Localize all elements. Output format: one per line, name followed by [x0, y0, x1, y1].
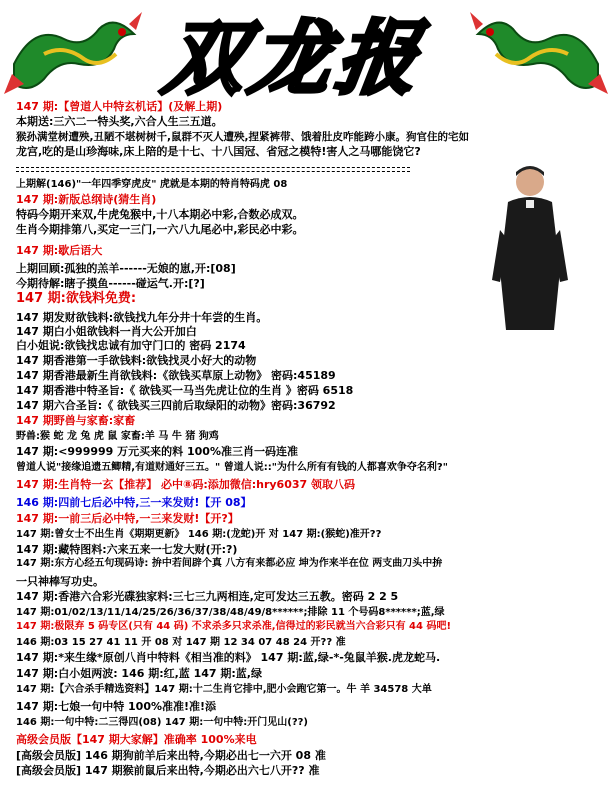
list-item: 147 期:一前三后必中特,一三来发财!【开?】: [16, 512, 239, 525]
list-item: 147 期:曾女士不出生肖《期期更新》 146 期:(龙蛇)开 对 147 期:(猴蛇)准开??: [16, 529, 382, 540]
list-item: 147 期:东方心经五句现码诗: 拚中若间辟个真 八方有来都必应 坤为作来半在位 两支曲刀头中拚: [16, 558, 443, 569]
list-item: 147 期:极限弃 5 码专区(只有 44 码) 不求杀多只求杀准,信得过的彩民就当六合彩只有 44 码吧!: [16, 621, 452, 632]
list-item: 生肖今期排第八,买定一三门,一六八九尾必中,彩民必中彩。: [16, 223, 304, 236]
list-item: [高级会员版] 146 期狗前羊后来出特,今期必出七一六开 08 准: [16, 749, 326, 762]
left-dragon-icon: [4, 4, 144, 99]
list-item: 147 期:歇后语大: [16, 244, 103, 257]
list-item: 146 期:03 15 27 41 11 开 08 对 147 期 12 34 07 48 24 开?? 准: [16, 637, 346, 648]
list-item: 今期待解:瞎子摸鱼------碰运气.开:[?]: [16, 277, 205, 290]
divider: [16, 171, 410, 172]
list-item: 147 期:藏特图料:六来五来一七发大财(开:?): [16, 543, 238, 556]
list-item: 147 期:新版总纲诗(猜生肖): [16, 193, 157, 206]
list-item: 146 期:一句中特:二三得四(08) 147 期:一句中特:开门见山(??): [16, 717, 308, 728]
header-line-4: 龙宫,吃的是山珍海味,床上陪的是十七、十八国冠、省冠之模特!害人之马哪能饶它?: [16, 145, 421, 158]
list-item: 147 期:七娘一句中特 100%准准!准!添: [16, 700, 217, 713]
list-item: 特码今期开来双,牛虎兔猴中,十八本期必中彩,合数必成双。: [16, 208, 304, 221]
list-item: 147 期野兽与家畜:家畜: [16, 414, 136, 427]
list-item: 147 期六合圣旨:《 欲钱买三四前后取绿阳的动物》密码:36792: [16, 399, 336, 412]
header-line-3: 猴孙满堂树遭殃,丑陋不堪树树千,鼠群不灭人遭殃,捏紧裤带、饿着肚皮咋能跨小康。狗官住的宅如: [16, 131, 469, 143]
list-item: 146 期:四前七后必中特,三一来发财!【开 08】: [16, 496, 252, 509]
list-item: 高级会员版【147 期大家解】准确率 100%来电: [16, 733, 257, 746]
last-period-answer: 上期解(146)"一年四季穿虎皮" 虎就是本期的特肖特码虎 08: [16, 179, 288, 190]
list-item: 147 期香港第一手欲钱料:欲钱找灵小好大的动物: [16, 354, 257, 367]
list-item: [高级会员版] 147 期猴前鼠后来出特,今期必出六七八开?? 准: [16, 764, 320, 777]
list-item: 147 期白小姐欲钱料一肖大公开加白: [16, 325, 197, 338]
list-item: 一只神棒写功史。: [16, 575, 104, 588]
person-image: [490, 160, 570, 335]
list-item: 147 期:白小姐两波: 146 期:红,蓝 147 期:蓝,绿: [16, 667, 262, 680]
list-item: 147 期香港中特圣旨:《 欲钱买一马当先虎让位的生肖 》密码 6518: [16, 384, 354, 397]
page-title: 双龙报: [158, 11, 430, 105]
divider: [16, 167, 410, 168]
list-item: 白小姐说:欲钱找忠诚有加守门口的 密码 2174: [16, 339, 246, 352]
list-item: 147 期香港最新生肖欲钱料:《欲钱买草原上动物》 密码:45189: [16, 369, 336, 382]
list-item: 野兽:猴 蛇 龙 兔 虎 鼠 家畜:羊 马 牛 猪 狗鸡: [16, 431, 219, 442]
list-item: 147 期:欲钱料免费:: [16, 291, 137, 306]
list-item: 147 期:*来生缘*原创八肖中特料《相当准的料》 147 期:蓝,绿-*-兔鼠羊猴.虎龙蛇马.: [16, 651, 441, 664]
list-item: 147 期:香港六合彩光碟独家料:三七三九两相连,定可发达三五教。密码 2 2 5: [16, 590, 399, 603]
right-dragon-icon: [468, 4, 608, 99]
list-item: 147 期发财欲钱料:欲钱找九年分井十年尝的生肖。: [16, 311, 268, 324]
list-item: 147 期:01/02/13/11/14/25/26/36/37/38/48/49/8******;排除 11 个号码8******;蓝,绿: [16, 607, 445, 618]
list-item: 147 期:<999999 万元买来的料 100%准三肖一码连准: [16, 445, 298, 458]
list-item: 曾道人说"接缘追遗五鲫精,有道财通好三五。" 曾道人说::"为什么所有有钱的人都喜欢争夺名利?": [16, 462, 448, 473]
list-item: 上期回顾:孤独的羔羊------无娘的崽,开:[08]: [16, 262, 236, 275]
list-item: 147 期:生肖特一玄【推荐】 必中⑧码:添加微信:hry6037 领取八码: [16, 478, 356, 491]
header-line-2: 本期送:三六二一特头奖,六合人生三五道。: [16, 115, 223, 128]
list-item: 147 期:【六合杀手精选资料】147 期:十二生肖它排中,肥小会跑它第一。牛 羊 34578 大单: [16, 684, 432, 695]
header-line-1: 147 期:【曾道人中特玄机话】(及解上期): [16, 100, 223, 113]
banner: [0, 0, 610, 105]
